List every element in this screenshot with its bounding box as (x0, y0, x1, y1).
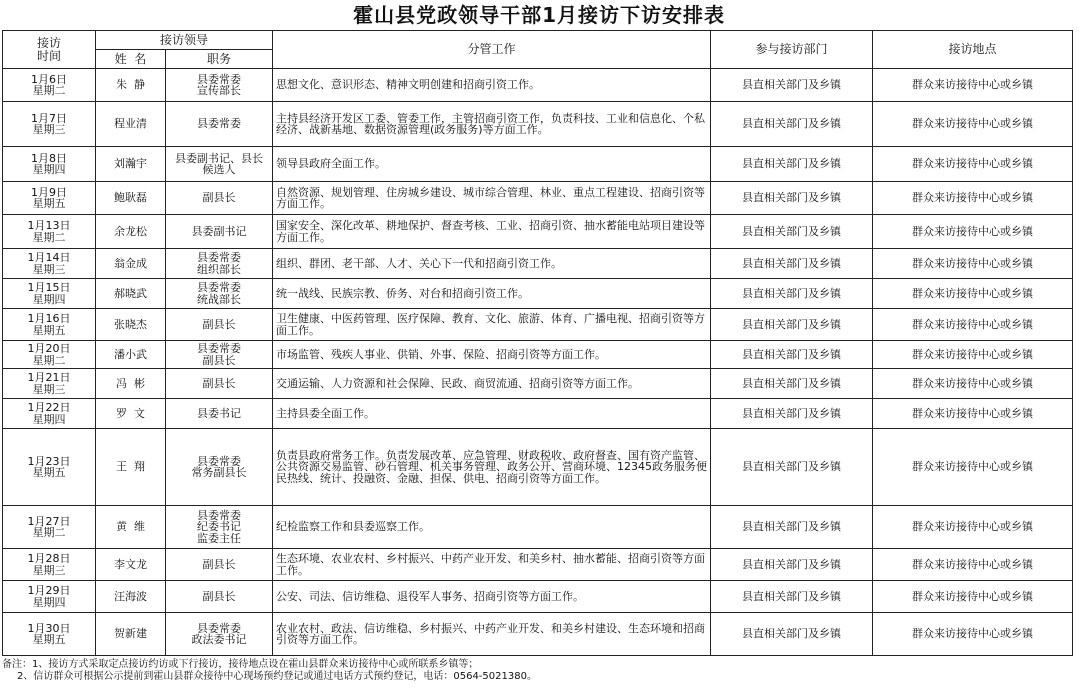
location-cell: 群众来访接待中心或乡镇 (873, 182, 1073, 215)
table-row (3, 279, 1073, 309)
dept-cell: 县直相关部门及乡镇 (711, 182, 873, 215)
name-cell: 郝晓武 (96, 279, 166, 309)
dept-cell: 县直相关部门及乡镇 (711, 309, 873, 341)
table-row (3, 613, 1073, 656)
table-row (3, 249, 1073, 279)
name-cell: 李文龙 (96, 549, 166, 581)
table-row (3, 182, 1073, 215)
location-cell: 群众来访接待中心或乡镇 (873, 549, 1073, 581)
position-cell: 副县长 (166, 549, 273, 581)
header-name: 姓 名 (96, 50, 166, 69)
work-cell: 主持县委全面工作。 (273, 399, 711, 429)
position-cell: 副县长 (166, 581, 273, 613)
work-cell: 交通运输、人力资源和社会保障、民政、商贸流通、招商引资等方面工作。 (273, 369, 711, 399)
location-cell: 群众来访接待中心或乡镇 (873, 147, 1073, 182)
footnote-1: 备注：1、接访方式采取定点接访约访或下行接访，接待地点设在霍山县群众来访接待中心或所联系乡镇等； (2, 659, 479, 670)
position-cell: 县委常委 宣传部长 (166, 69, 273, 102)
position-cell: 县委常委 (166, 102, 273, 147)
header-leader-group: 接访领导 (96, 31, 273, 50)
table-row (3, 102, 1073, 147)
dept-cell: 县直相关部门及乡镇 (711, 613, 873, 656)
dept-cell: 县直相关部门及乡镇 (711, 369, 873, 399)
work-cell: 主持县经济开发区工委、管委工作，主管招商引资工作，负责科技、工业和信息化、个私经济、战新基地、数据资源管理(政务服务)等方面工作。 (273, 102, 711, 147)
name-cell: 黄 维 (96, 506, 166, 549)
dept-cell: 县直相关部门及乡镇 (711, 147, 873, 182)
dept-cell: 县直相关部门及乡镇 (711, 549, 873, 581)
header-work: 分管工作 (273, 31, 711, 69)
position-cell: 县委书记 (166, 399, 273, 429)
location-cell: 群众来访接待中心或乡镇 (873, 429, 1073, 506)
position-cell: 县委常委 副县长 (166, 341, 273, 369)
location-cell: 群众来访接待中心或乡镇 (873, 581, 1073, 613)
table-row (3, 309, 1073, 341)
table-row (3, 69, 1073, 102)
date-cell: 1月13日 星期二 (3, 215, 96, 249)
location-cell: 群众来访接待中心或乡镇 (873, 69, 1073, 102)
location-cell: 群众来访接待中心或乡镇 (873, 249, 1073, 279)
work-cell: 市场监管、残疾人事业、供销、外事、保险、招商引资等方面工作。 (273, 341, 711, 369)
table-row (3, 399, 1073, 429)
name-cell: 罗 文 (96, 399, 166, 429)
position-cell: 县委常委 组织部长 (166, 249, 273, 279)
position-cell: 县委副书记、县长 候选人 (166, 147, 273, 182)
table-row (3, 581, 1073, 613)
location-cell: 群众来访接待中心或乡镇 (873, 309, 1073, 341)
name-cell: 朱 静 (96, 69, 166, 102)
dept-cell: 县直相关部门及乡镇 (711, 69, 873, 102)
location-cell: 群众来访接待中心或乡镇 (873, 506, 1073, 549)
page-title: 霍山县党政领导干部1月接访下访安排表 (353, 3, 725, 27)
table-row (3, 341, 1073, 369)
work-cell: 负责县政府常务工作。负责发展改革、应急管理、财政税收、政府督查、国有资产监管、公共资源交易监管、砂石管理、机关事务管理、政务公开、营商环境、12345政务服务便民热线、统计、投融资、金融、担保、供电、招商引资等方面工作。 (273, 429, 711, 506)
name-cell: 程业清 (96, 102, 166, 147)
name-cell: 鲍耿磊 (96, 182, 166, 215)
position-cell: 县委副书记 (166, 215, 273, 249)
table-row (3, 147, 1073, 182)
work-cell: 思想文化、意识形态、精神文明创建和招商引资工作。 (273, 69, 711, 102)
work-cell: 卫生健康、中医药管理、医疗保障、教育、文化、旅游、体育、广播电视、招商引资等方面工作。 (273, 309, 711, 341)
location-cell: 群众来访接待中心或乡镇 (873, 369, 1073, 399)
position-cell: 县委常委 统战部长 (166, 279, 273, 309)
date-cell: 1月15日 星期四 (3, 279, 96, 309)
date-cell: 1月14日 星期三 (3, 249, 96, 279)
footnotes (2, 659, 1080, 683)
date-cell: 1月29日 星期四 (3, 581, 96, 613)
work-cell: 组织、群团、老干部、人才、关心下一代和招商引资工作。 (273, 249, 711, 279)
location-cell: 群众来访接待中心或乡镇 (873, 399, 1073, 429)
date-cell: 1月27日 星期二 (3, 506, 96, 549)
work-cell: 纪检监察工作和县委巡察工作。 (273, 506, 711, 549)
dept-cell: 县直相关部门及乡镇 (711, 102, 873, 147)
name-cell: 余龙松 (96, 215, 166, 249)
dept-cell: 县直相关部门及乡镇 (711, 341, 873, 369)
location-cell: 群众来访接待中心或乡镇 (873, 341, 1073, 369)
name-cell: 冯 彬 (96, 369, 166, 399)
date-cell: 1月21日 星期三 (3, 369, 96, 399)
header-location: 接访地点 (873, 31, 1073, 69)
header-dept: 参与接访部门 (711, 31, 873, 69)
position-cell: 副县长 (166, 309, 273, 341)
work-cell: 国家安全、深化改革、耕地保护、督查考核、工业、招商引资、抽水蓄能电站项目建设等方面工作。 (273, 215, 711, 249)
dept-cell: 县直相关部门及乡镇 (711, 215, 873, 249)
location-cell: 群众来访接待中心或乡镇 (873, 613, 1073, 656)
table-row (3, 369, 1073, 399)
work-cell: 公安、司法、信访维稳、退役军人事务、招商引资等方面工作。 (273, 581, 711, 613)
name-cell: 张晓杰 (96, 309, 166, 341)
position-cell: 县委常委 政法委书记 (166, 613, 273, 656)
name-cell: 汪海波 (96, 581, 166, 613)
date-cell: 1月6日 星期二 (3, 69, 96, 102)
footnote-2: 2、信访群众可根据公示提前到霍山县群众接待中心现场预约登记或通过电话方式预约登记，电话：0564-5021380。 (17, 671, 537, 682)
position-cell: 副县长 (166, 369, 273, 399)
table-row (3, 429, 1073, 506)
dept-cell: 县直相关部门及乡镇 (711, 279, 873, 309)
work-cell: 生态环境、农业农村、乡村振兴、中药产业开发、和美乡村、抽水蓄能、招商引资等方面工作。 (273, 549, 711, 581)
name-cell: 王 翔 (96, 429, 166, 506)
location-cell: 群众来访接待中心或乡镇 (873, 102, 1073, 147)
work-cell: 统一战线、民族宗教、侨务、对台和招商引资工作。 (273, 279, 711, 309)
work-cell: 领导县政府全面工作。 (273, 147, 711, 182)
date-cell: 1月20日 星期二 (3, 341, 96, 369)
work-cell: 农业农村、政法、信访维稳、乡村振兴、中药产业开发、和美乡村建设、生态环境和招商引资等方面工作。 (273, 613, 711, 656)
header-position: 职务 (166, 50, 273, 69)
date-cell: 1月22日 星期四 (3, 399, 96, 429)
header-time: 接访 时间 (3, 31, 96, 69)
date-cell: 1月16日 星期五 (3, 309, 96, 341)
name-cell: 贺新建 (96, 613, 166, 656)
dept-cell: 县直相关部门及乡镇 (711, 249, 873, 279)
date-cell: 1月23日 星期五 (3, 429, 96, 506)
position-cell: 县委常委 纪委书记 监委主任 (166, 506, 273, 549)
dept-cell: 县直相关部门及乡镇 (711, 399, 873, 429)
location-cell: 群众来访接待中心或乡镇 (873, 215, 1073, 249)
table-row (3, 506, 1073, 549)
location-cell: 群众来访接待中心或乡镇 (873, 279, 1073, 309)
dept-cell: 县直相关部门及乡镇 (711, 429, 873, 506)
date-cell: 1月7日 星期三 (3, 102, 96, 147)
dept-cell: 县直相关部门及乡镇 (711, 506, 873, 549)
table-row (3, 549, 1073, 581)
date-cell: 1月28日 星期三 (3, 549, 96, 581)
name-cell: 翁金成 (96, 249, 166, 279)
date-cell: 1月9日 星期五 (3, 182, 96, 215)
position-cell: 副县长 (166, 182, 273, 215)
date-cell: 1月30日 星期五 (3, 613, 96, 656)
position-cell: 县委常委 常务副县长 (166, 429, 273, 506)
name-cell: 潘小武 (96, 341, 166, 369)
schedule-table (2, 30, 1073, 656)
date-cell: 1月8日 星期四 (3, 147, 96, 182)
table-row (3, 215, 1073, 249)
dept-cell: 县直相关部门及乡镇 (711, 581, 873, 613)
work-cell: 自然资源、规划管理、住房城乡建设、城市综合管理、林业、重点工程建设、招商引资等方面工作。 (273, 182, 711, 215)
name-cell: 刘瀚宇 (96, 147, 166, 182)
